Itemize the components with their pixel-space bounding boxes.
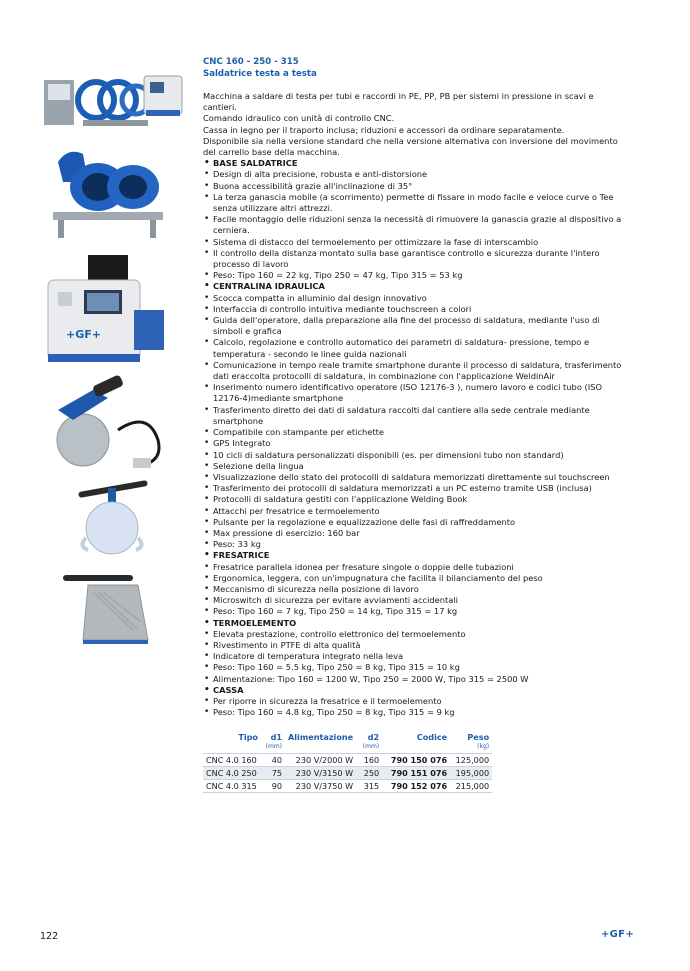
feature-list [203,158,628,718]
list-item: • Peso: Tipo 160 = 22 kg, Tipo 250 = 47 kg, Tipo 315 = 53 kg [203,270,628,281]
list-item: • Design di alta precisione, robusta e anti-distorsione [203,169,628,180]
list-item: • Sistema di distacco del termoelemento per ottimizzare la fase di interscambio [203,237,628,248]
hydraulic-unit-image [38,250,188,368]
table-row [203,754,492,767]
col-header-d2: d2 [367,732,380,743]
list-item: • Pulsante per la regolazione e equalizzazione delle fasi di raffreddamento [203,517,628,528]
intro-text [203,91,628,158]
list-item: • Peso: Tipo 160 = 4.8 kg, Tipo 250 = 8 kg, Tipo 315 = 9 kg [203,707,628,718]
list-item: • GPS Integrato [203,438,628,449]
list-item: • Max pressione di esercizio: 160 bar [203,528,628,539]
list-item: • Trasferimento diretto dei dati di saldatura raccolti dal cantiere alla sede centrale mediante smartphone [203,405,628,427]
storage-box-image [38,570,188,650]
list-item: • Buona accessibilità grazie all'inclinazione di 35° [203,181,628,192]
list-item: • Fresatrice parallela idonea per fresature singole o doppie delle tubazioni [203,562,628,573]
cell-d1: 75 [261,767,285,780]
cell-tipo: CNC 4.0 315 [203,780,261,793]
list-item: • Calcolo, regolazione e controllo automatico dei parametri di saldatura- pressione, tempo e temperatura - secondo le linee guida nazionali [203,337,628,359]
list-item: • Alimentazione: Tipo 160 = 1200 W, Tipo 250 = 2000 W, Tipo 315 = 2500 W [203,674,628,685]
list-item: • Protocolli di saldatura gestiti con l'applicazione Welding Book [203,494,628,505]
cell-tipo: CNC 4.0 250 [203,767,261,780]
base-frame-image [38,142,188,247]
cell-d2: 315 [356,780,382,793]
list-item: • Peso: Tipo 160 = 7 kg, Tipo 250 = 14 kg, Tipo 315 = 17 kg [203,606,628,617]
cell-peso: 215,000 [450,780,492,793]
machine-set-image [38,50,188,140]
list-item: • Trasferimento dei protocolli di saldatura memorizzati a un PC esterno tramite USB (inclusa) [203,483,628,494]
cell-d2: 250 [356,767,382,780]
main-content [203,57,628,793]
list-item: • Ergonomica, leggera, con un'impugnatura che facilita il bilanciamento del peso [203,573,628,584]
cell-tipo: CNC 4.0 160 [203,754,261,767]
list-item: • Inserimento numero identificativo operatore (ISO 12176-3 ), numero lavoro e codici tubo (ISO 12176-4)mediante smartphone [203,382,628,404]
list-item: • Scocca compatta in alluminio dal design innovativo [203,293,628,304]
unit-cell [382,743,450,754]
cell-codice: 790 151 076 [382,767,450,780]
table-row [203,780,492,793]
unit-cell [203,743,261,754]
cell-d1: 40 [261,754,285,767]
list-item: • Selezione della lingua [203,461,628,472]
list-item: • Rivestimento in PTFE di alta qualità [203,640,628,651]
col-header-d1: d1 [270,732,282,743]
intro-paragraph: Comando idraulico con unità di controllo CNC. [203,113,395,124]
intro-paragraph: Macchina a saldare di testa per tubi e raccordi in PE, PP, PB per sistemi in pressione in scavi e cantieri. [203,91,594,113]
cell-codice: 790 150 076 [382,754,450,767]
col-header-codice: Codice [416,732,448,743]
planing-tool-image [38,478,188,558]
cell-codice: 790 152 076 [382,780,450,793]
cell-alimentazione: 230 V/3750 W [285,780,356,793]
list-item: • Microswitch di sicurezza per evitare avviamenti accidentali [203,595,628,606]
intro-paragraph: Cassa in legno per il traporto inclusa; riduzioni e accessori da ordinare separatamente. [203,124,565,135]
section-heading: • TERMOELEMENTO [203,618,628,629]
cell-peso: 125,000 [450,754,492,767]
unit-cell: (mm) [362,743,380,751]
list-item: • Interfaccia di controllo intuitiva mediante touchscreen a colori [203,304,628,315]
list-item: • Guida dell'operatore, dalla preparazione alla fine del processo di saldatura, mediante l'uso di simboli e grafica [203,315,628,337]
table-header-row [203,732,492,743]
intro-paragraph: Disponibile sia nella versione standard che nella versione alternativa con inversione del movimento del carrello base della macchina. [203,135,618,158]
col-header-peso: Peso [467,732,490,743]
section-heading: • CASSA [203,685,628,696]
product-title: CNC 160 - 250 - 315 [203,57,299,67]
section-heading: • FRESATRICE [203,550,628,561]
list-item: • Peso: 33 kg [203,539,628,550]
list-item: • Peso: Tipo 160 = 5.5 kg, Tipo 250 = 8 kg, Tipo 315 = 10 kg [203,662,628,673]
col-header-alimentazione: Alimentazione [288,732,354,743]
table-units-row [203,743,492,754]
list-item: • Il controllo della distanza montato sulla base garantisce controllo e sicurezza durante l'intero processo di lavoro [203,248,628,270]
list-item: • Attacchi per fresatrice e termoelemento [203,506,628,517]
cell-alimentazione: 230 V/2000 W [285,754,356,767]
product-subtitle: Saldatrice testa a testa [203,68,317,79]
list-item: • Visualizzazione dello stato dei protocolli di saldatura memorizzati direttamente sul touchscreen [203,472,628,483]
list-item: • Compatibile con stampante per etichette [203,427,628,438]
table-row [203,767,492,780]
section-heading: • CENTRALINA IDRAULICA [203,281,628,292]
cell-d2: 160 [356,754,382,767]
list-item: • Per riporre in sicurezza la fresatrice e il termoelemento [203,696,628,707]
cell-peso: 195,000 [450,767,492,780]
heating-element-image [38,370,188,470]
cell-alimentazione: 230 V/3150 W [285,767,356,780]
list-item: • Comunicazione in tempo reale tramite smartphone durante il processo di saldatura, trasferimento dati eraccolta protocolli di saldatura, in combinazione con l'applicazione WeldinAir [203,360,628,382]
section-heading: • BASE SALDATRICE [203,158,628,169]
product-table [203,732,492,793]
list-item: • La terza ganascia mobile (a scorrimento) permette di fissare in modo facile e veloce curve o Tee senza utilizzare altri attrezzi. [203,192,628,214]
list-item: • Indicatore di temperatura integrato nella leva [203,651,628,662]
list-item: • 10 cicli di saldatura personalizzati disponibili (es. per dimensioni tubo non standard) [203,450,628,461]
list-item: • Meccanismo di sicurezza nella posizione di lavoro [203,584,628,595]
unit-cell: (mm) [265,743,282,751]
gf-logo: +GF+ [601,929,634,940]
list-item: • Elevata prestazione, controllo elettronico del termoelemento [203,629,628,640]
unit-cell [285,743,356,754]
list-item: • Facile montaggio delle riduzioni senza la necessità di rimuovere la ganascia grazie al dispositivo a cerniera. [203,214,628,236]
unit-cell: (kg) [477,743,490,751]
svg-text:+GF+: +GF+ [66,328,101,341]
col-header-tipo: Tipo [238,732,258,743]
page-number: 122 [40,931,59,942]
cell-d1: 90 [261,780,285,793]
